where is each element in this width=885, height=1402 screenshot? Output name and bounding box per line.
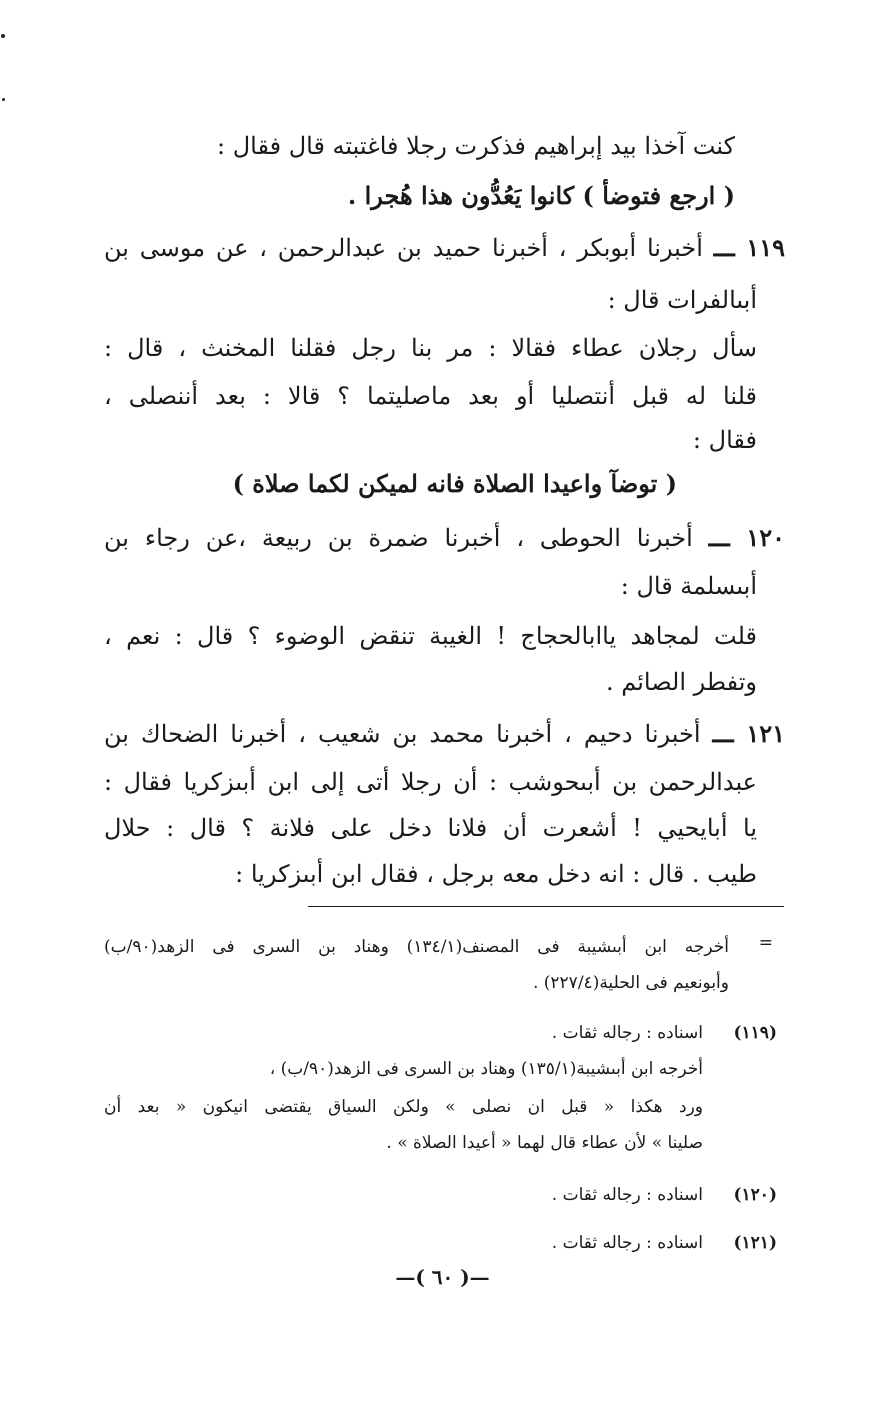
scan-speck [1,34,5,38]
footnote-line: اسناده : رجاله ثقات . [551,1023,703,1043]
hadith-isnad: أخبرنا دحيم ، أخبرنا محمد بن شعيب ، أخبرنا الضحاك بن [104,720,701,748]
footnote-number: (١١٩) [733,1023,777,1043]
text-line: عبدالرحمن بن أبىحوشب : أن رجلا أتى إلى ابن أبىزكريا فقال : [104,768,757,796]
hadith-heading-121 [104,712,785,756]
page-number: —( ٦٠ )— [395,1265,490,1289]
text-line: أبىسلمة قال : [620,572,757,600]
footnote-line: صلينا » لأن عطاء قال لهما « أعيدا الصلاة » . [386,1133,703,1153]
text-line: قلنا له قبل أنتصليا أو بعد ماصليتما ؟ قالا : بعد أننصلى ، [104,382,757,410]
hadith-heading-120 [104,516,785,560]
hadith-isnad: أخبرنا أبوبكر ، أخبرنا حميد بن عبدالرحمن ، عن موسى بن [104,234,703,262]
text-line: فقال : [692,426,757,454]
scan-speck [2,98,5,101]
footnote-number: (١٢٠) [733,1185,777,1205]
text-line: كنت آخذا بيد إبراهيم فذكرت رجلا فاغتبته قال فقال : [217,132,735,160]
hadith-number: ١٢١ ـــ [712,719,785,748]
footnote-line: أخرجه ابن أبىشيبة(١٣٥/١) وهناد بن السرى فى الزهد(٩٠/ب) ، [269,1059,703,1079]
text-line: طيب . قال : انه دخل معه برجل ، فقال ابن أبىزكريا : [235,860,757,888]
hadith-number: ١١٩ ـــ [713,233,785,262]
text-line: قلت لمجاهد ياابالحجاج ! الغيبة تنقض الوضوء ؟ قال : نعم ، [104,622,757,650]
text-line: وتفطر الصائم . [606,668,757,696]
hadith-heading-119 [104,226,785,270]
text-line: سأل رجلان عطاء فقالا : مر بنا رجل فقلنا المخنث ، قال : [104,334,757,362]
hadith-isnad: أخبرنا الحوطى ، أخبرنا ضمرة بن ربيعة ،عن رجاء بن [104,524,693,552]
footnote-line: اسناده : رجاله ثقات . [551,1185,703,1205]
footnote-line: اسناده : رجاله ثقات . [551,1233,703,1253]
footnote-line: وأبونعيم فى الحلية(٢٢٧/٤) . [532,973,729,993]
footnote-separator [308,906,784,907]
footnote-line: أخرجه ابن أبىشيبة فى المصنف(١٣٤/١) وهناد بن السرى فى الزهد(٩٠/ب) [104,937,729,957]
footnote-number: (١٢١) [733,1233,777,1253]
text-line: يا أبايحيي ! أشعرت أن فلانا دخل على فلانة ؟ قال : حلال [104,814,757,842]
hadith-number: ١٢٠ ـــ [708,523,785,552]
text-line: أبىالفرات قال : [607,286,757,314]
footnote-line: ورد هكذا « قبل ان نصلى » ولكن السياق يقتضى انيكون « بعد أن [104,1097,703,1117]
text-line: ( ارجع فتوضأ ) كانوا يَعُدُّون هذا هُجرا . [347,181,735,210]
text-line: ( توضآ واعيدا الصلاة فانه لميكن لكما صلاة ) [232,469,677,498]
footnote-continuation-mark: = [758,933,773,953]
